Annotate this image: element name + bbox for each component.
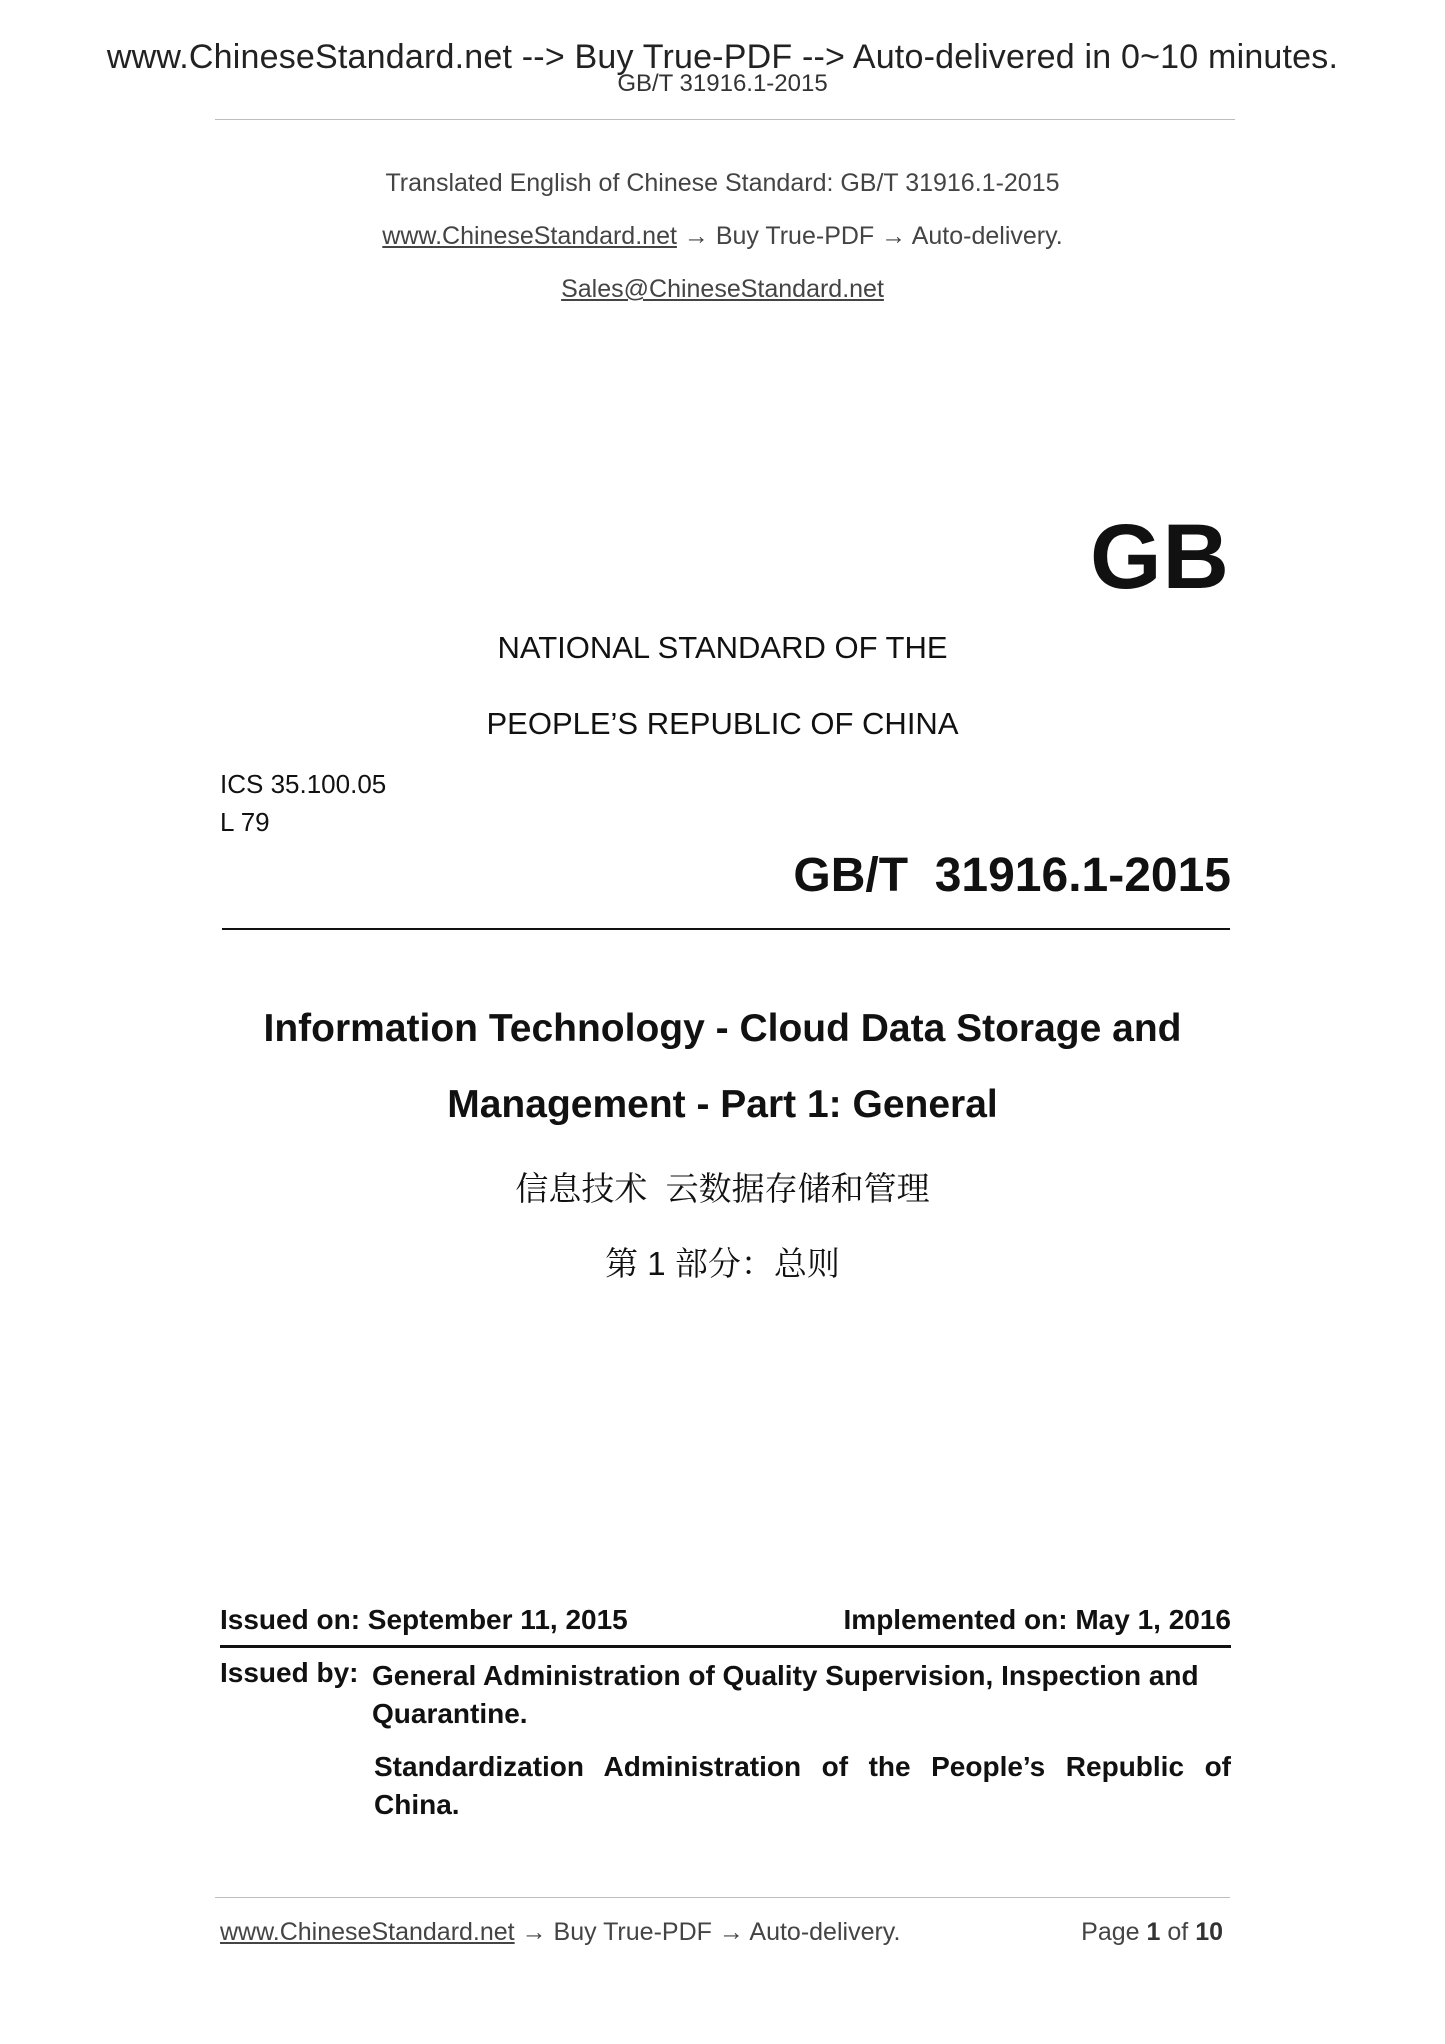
site-link[interactable]: www.ChineseStandard.net [382,222,677,250]
english-title-line-2: Management - Part 1: General [447,1083,998,1126]
buy-line [0,222,1445,251]
issued-on-date: Issued on: September 11, 2015 [220,1604,628,1635]
header-divider [215,119,1235,120]
email-link[interactable]: Sales@ChineseStandard.net [561,275,884,303]
footer-buy-line [220,1918,900,1947]
running-header-code: GB/T 31916.1-2015 [617,70,828,97]
issuer-1-line-2: Quarantine. [372,1698,528,1729]
footer-divider [215,1897,1230,1898]
translated-note: Translated English of Chinese Standard: GB/T 31916.1-2015 [385,169,1060,197]
national-standard-line-1: NATIONAL STANDARD OF THE [497,630,948,665]
issued-by-label: Issued by: [220,1657,359,1688]
classification-code: L 79 [220,807,270,837]
page-label: Page [1081,1918,1140,1946]
email-line [0,275,1445,304]
implemented-on-date: Implemented on: May 1, 2016 [843,1604,1231,1635]
top-banner: www.ChineseStandard.net --> Buy True-PDF --> Auto-delivered in 0~10 minutes. [106,38,1339,76]
gb-mark: GB [1090,506,1230,608]
english-title-line-1: Information Technology - Cloud Data Storage and [263,1007,1182,1050]
national-standard-line-2: PEOPLE’S REPUBLIC OF CHINA [486,706,959,741]
footer-site-link[interactable]: www.ChineseStandard.net [220,1918,515,1946]
issuer-sac: Standardization Administration of the People’s Republic of China. [374,1751,1231,1820]
title-divider [222,928,1230,930]
chinese-title-line-1: 信息技术 云数据存储和管理 [515,1170,930,1207]
page-total: 10 [1195,1918,1223,1946]
footer-buy-text: → Buy True-PDF → Auto-delivery. [514,1918,901,1946]
page-of: of [1167,1918,1189,1946]
issuance-divider [220,1645,1231,1648]
chinese-title-line-2: 第 1 部分：总则 [605,1245,840,1282]
page-indicator [1081,1918,1223,1947]
ics-code: ICS 35.100.05 [220,769,387,799]
standard-number: GB/T 31916.1-2015 [793,849,1231,902]
page-current: 1 [1146,1918,1161,1946]
issuer-gaqsiq [374,1657,1231,1733]
issuer-1-line-1: General Administration of Quality Supervision, Inspection and [372,1660,1199,1691]
buy-text: → Buy True-PDF → Auto-delivery. [676,222,1063,250]
